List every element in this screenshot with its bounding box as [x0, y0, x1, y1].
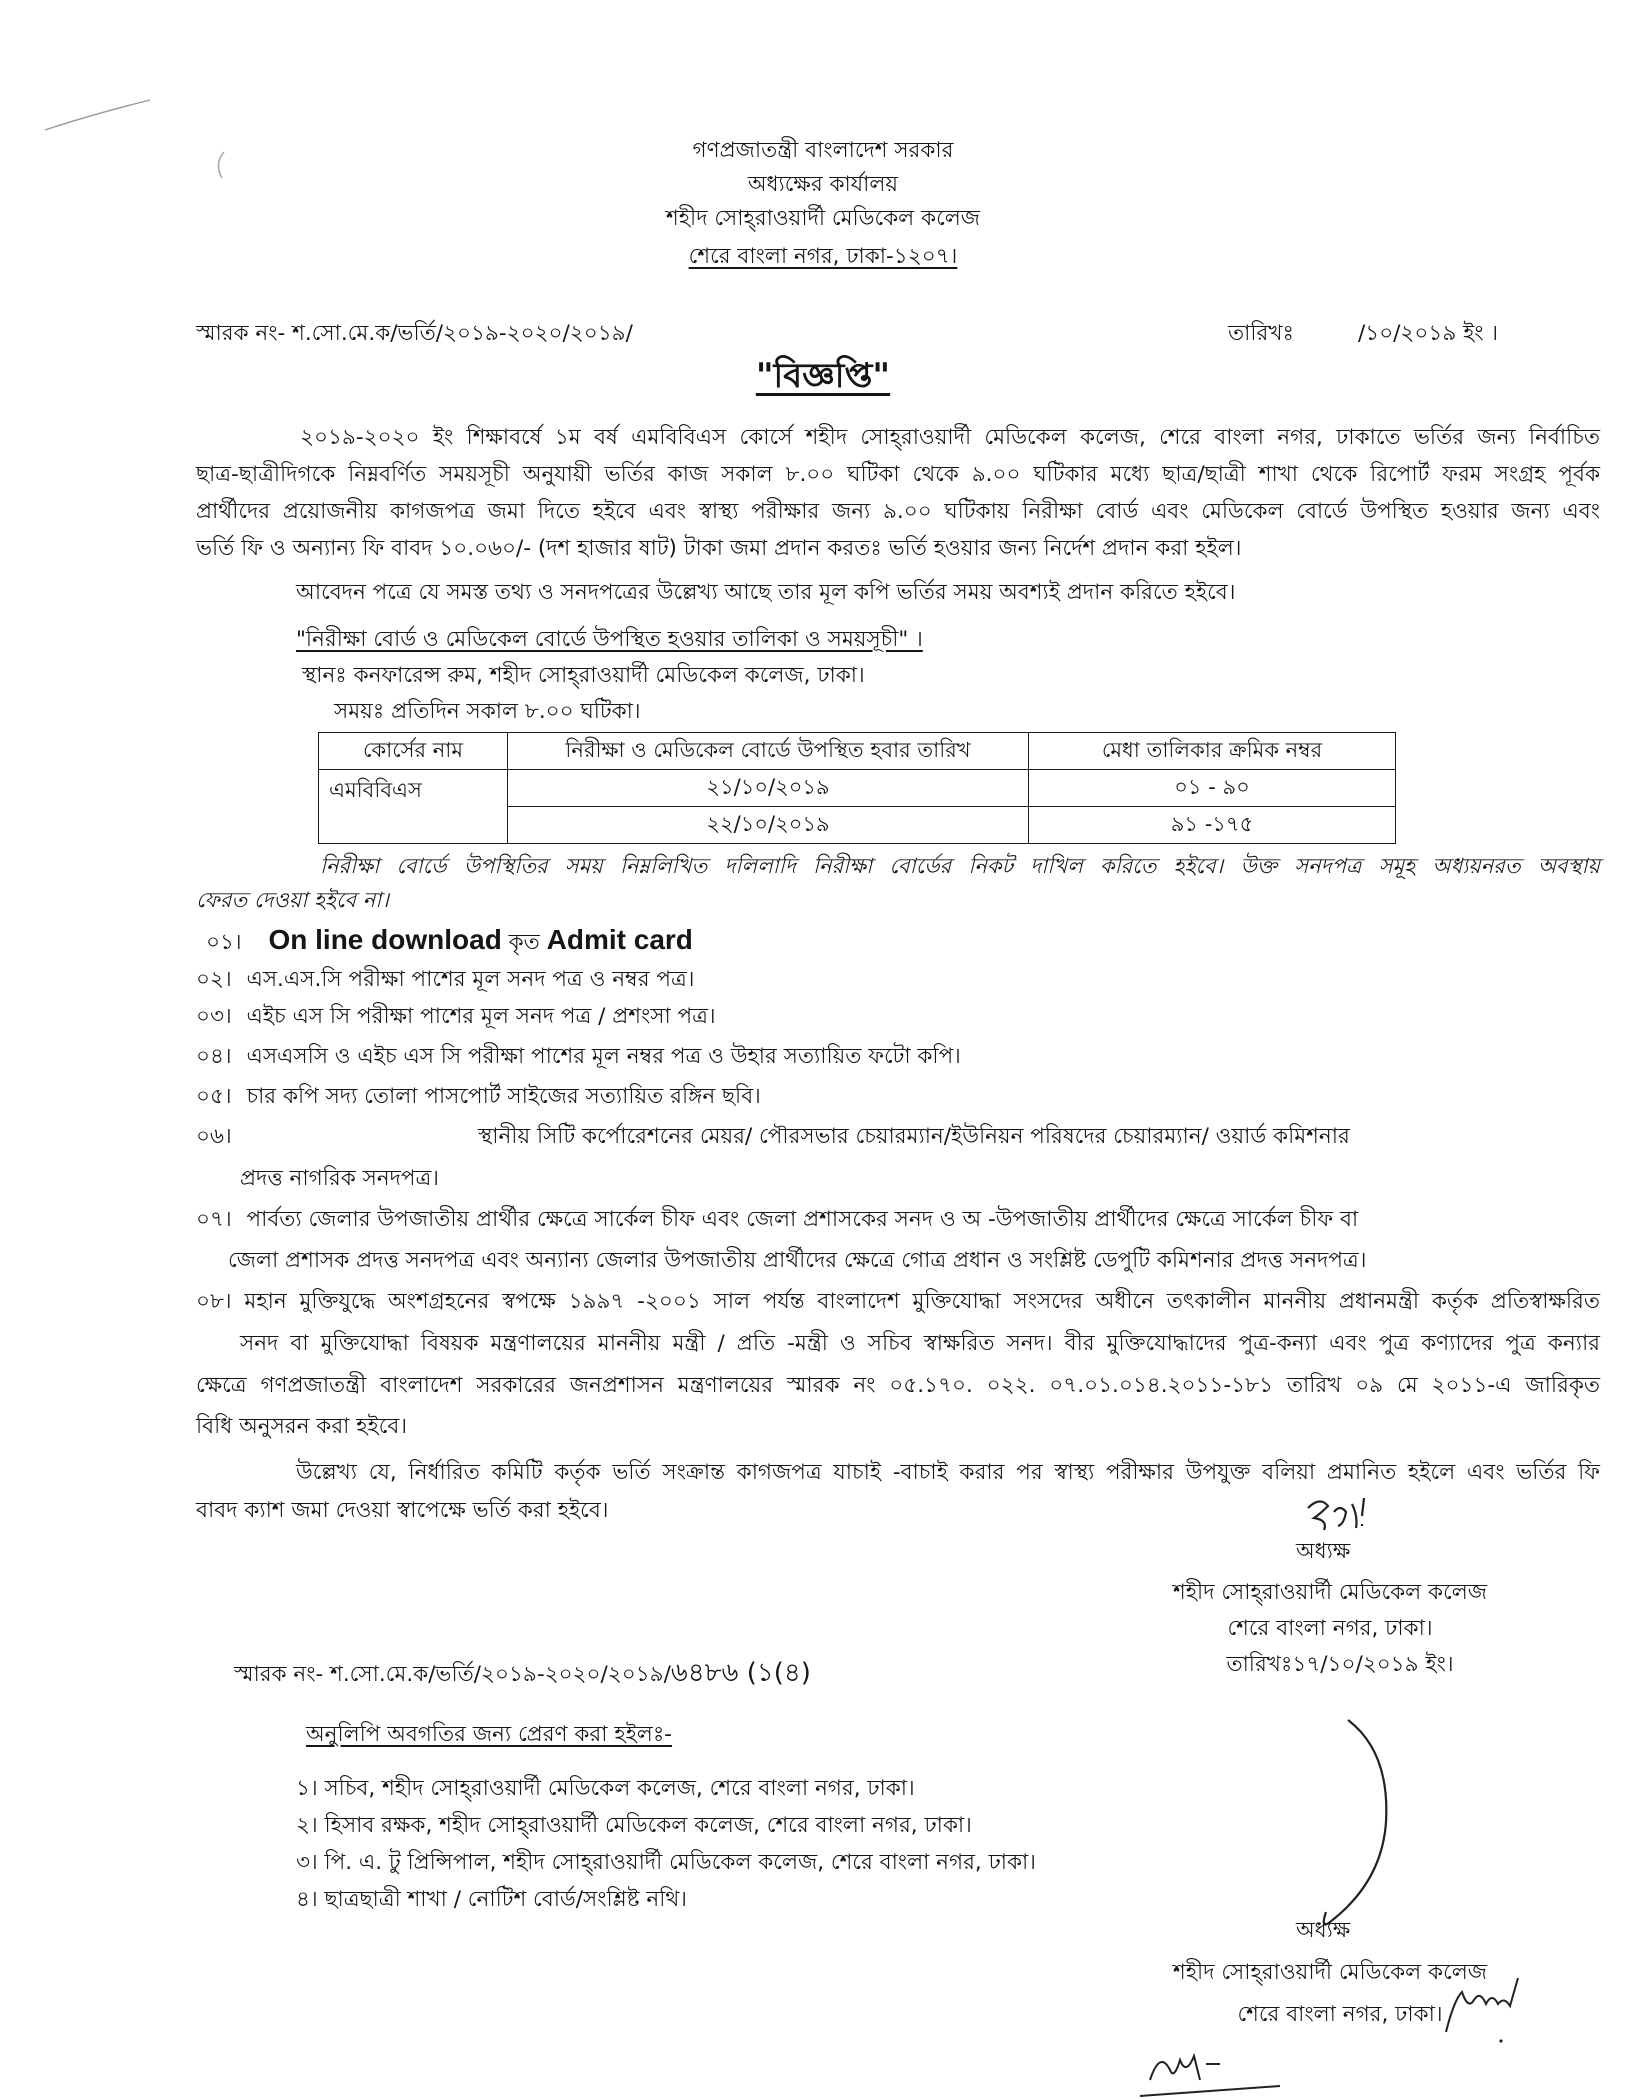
memo-number: স্মারক নং- শ.সো.মে.ক/ভর্তি/২০১৯-২০২০/২০১৯/: [196, 321, 633, 346]
handwritten-signature: [1290, 1712, 1410, 1942]
doc-item-1-part2: কৃত: [501, 930, 547, 955]
bracket-mark: [210, 148, 230, 182]
date-cell: ২১/১০/২০১৯: [508, 770, 1029, 807]
doc-item-num: ০৩।: [196, 1004, 232, 1029]
schedule-place: স্থানঃ কনফারেন্স রুম, শহীদ সোহ্‌রাওয়ার্দী মেডিকেল কলেজ, ঢাকা।: [302, 663, 865, 688]
table-header-row: [319, 733, 1396, 770]
serial-cell: ০১ - ৯০: [1029, 770, 1396, 807]
govt-name: গণপ্রজাতন্ত্রী বাংলাদেশ সরকার: [692, 138, 954, 163]
serial-cell: ৯১ -১৭৫: [1029, 807, 1396, 844]
date-cell: ২২/১০/২০১৯: [508, 807, 1029, 844]
memo2-printed: স্মারক নং- শ.সো.মে.ক/ভর্তি/২০১৯-২০২০/২০১৯/: [234, 1662, 671, 1687]
doc-item-8-line-2: সনদ বা মুক্তিযোদ্ধা বিষয়ক মন্ত্রণালয়ের মাননীয় মন্ত্রী / প্রতি -মন্ত্রী ও সচিব স্বাক্ষরিত সনদ। বীর মুক্তিযোদ্ধাদের পুত্র-কন্যা এবং পুত্র কণ্যাদের পুত্র কন্যার: [240, 1331, 1600, 1356]
doc-item-7-line-2: জেলা প্রশাসক প্রদত্ত সনদপত্র এবং অন্যান্য জেলার উপজাতীয় প্রার্থীদের ক্ষেত্রে গোত্র প্রধান ও সংশ্লিষ্ট ডেপুটি কমিশনার প্রদত্ত সনদপত্র।: [228, 1248, 1367, 1273]
doc-item-num: ০৭।: [196, 1207, 232, 1232]
board-schedule-table: [318, 732, 1396, 844]
doc-item-num: ০৮।: [196, 1289, 232, 1314]
intro-line-3: প্রার্থীদের প্রয়োজনীয় কাগজপত্র জমা দিতে হইবে এবং স্বাস্থ্য পরীক্ষার জন্য ৯.০০ ঘটিকায় নিরীক্ষা বোর্ড এবং মেডিকেল বোর্ডে উপস্থিত হওয়ার জন্য এবং: [196, 499, 1600, 524]
signer2-address: শেরে বাংলা নগর, ঢাকা।: [1237, 2002, 1443, 2027]
memo-date-label: তারিখঃ: [1228, 321, 1294, 346]
intro-line-1: ২০১৯-২০২০ ইং শিক্ষাবর্ষে ১ম বর্ষ এমবিবিএস কোর্সে শহীদ সোহ্‌রাওয়ার্দী মেডিকেল কলেজ, শেরে বাংলা নগর, ঢাকাতে ভর্তির জন্য নির্বাচিত: [300, 425, 1600, 450]
signer-college: শহীদ সোহ্‌রাওয়ার্দী মেডিকেল কলেজ: [1173, 1580, 1487, 1605]
doc-item-num: ০২।: [196, 967, 232, 992]
intro-line-2: ছাত্র-ছাত্রীদিগকে নিম্নবর্ণিত সময়সূচী অনুযায়ী ভর্তির কাজ সকাল ৮.০০ ঘটিকা থেকে ৯.০০ ঘটিকার মধ্যে ছাত্র/ছাত্রী শাখা থেকে রিপোর্ট ফরম সংগ্রহ পূর্বক: [196, 462, 1600, 487]
notice-title: "বিজ্ঞপ্তি": [755, 356, 891, 396]
doc-item-4: [196, 1040, 961, 1076]
memo-date-value: /১০/২০১৯ ইং ।: [1358, 321, 1499, 346]
copy-item-2: ২। হিসাব রক্ষক, শহীদ সোহ্‌রাওয়ার্দী মেডিকেল কলেজ, শেরে বাংলা নগর, ঢাকা।: [296, 1813, 972, 1838]
doc-item-2: [196, 963, 694, 999]
doc-item-6-line-2: প্রদত্ত নাগরিক সনদপত্র।: [240, 1166, 439, 1191]
header-date: নিরীক্ষা ও মেডিকেল বোর্ডে উপস্থিত হবার তারিখ: [508, 733, 1029, 770]
doc-item-6-num: ০৬।: [196, 1124, 232, 1149]
copy-item-1: ১। সচিব, শহীদ সোহ্‌রাওয়ার্দী মেডিকেল কলেজ, শেরে বাংলা নগর, ঢাকা।: [296, 1776, 915, 1801]
closing-line-2: বাবদ ক্যাশ জমা দেওয়া স্বাপেক্ষে ভর্তি করা হইবে।: [196, 1498, 609, 1523]
schedule-time: সময়ঃ প্রতিদিন সকাল ৮.০০ ঘটিকা।: [334, 699, 641, 724]
doc-item-5: [196, 1080, 761, 1116]
doc-item-1-part1: On line download: [268, 924, 502, 955]
memo2-number: [234, 1652, 811, 1696]
doc-item-8-line-4: বিধি অনুসরন করা হইবে।: [196, 1414, 408, 1439]
college-address: শেরে বাংলা নগর, ঢাকা-১২০৭।: [688, 244, 958, 269]
doc-item-7: [196, 1203, 1358, 1239]
doc-item-8-line-3: ক্ষেত্রে গণপ্রজাতন্ত্রী বাংলাদেশ সরকারের জনপ্রশাসন মন্ত্রণালয়ের স্মারক নং ০৫.১৭০. ০২২. ০৭.০১.০১৪.২০১১-১৮১ তারিখ ০৯ মে ২০১১-এ জারিকৃত: [196, 1373, 1600, 1398]
intro-line-4: ভর্তি ফি ও অন্যান্য ফি বাবদ ১০.০৬০/- (দশ হাজার ষাট) টাকা জমা প্রদান করতঃ ভর্তি হওয়ার জন্য নির্দেশ প্রদান করা হইল।: [196, 536, 1242, 561]
handwritten-initials-2: [1440, 1970, 1560, 2050]
handwritten-date-mark: [1130, 2040, 1290, 2099]
copies-heading: অনুলিপি অবগতির জন্য প্রেরণ করা হইলঃ-: [306, 1722, 673, 1747]
handwritten-initials: [1300, 1490, 1390, 1540]
doc-item-6-line-1: স্থানীয় সিটি কর্পোরেশনের মেয়র/ পৌরসভার চেয়ারম্যান/ইউনিয়ন পরিষদের চেয়ারম্যান/ ওয়ার্ড কমিশনার: [478, 1124, 1350, 1149]
doc-item-text: পার্বত্য জেলার উপজাতীয় প্রার্থীর ক্ষেত্রে সার্কেল চীফ এবং জেলা প্রশাসকের সনদ ও অ -উপজাতীয় প্রার্থীদের ক্ষেত্রে সার্কেল চীফ বা: [246, 1207, 1359, 1232]
doc-item-num: ০৪।: [196, 1044, 232, 1069]
doc-item-1-part3: Admit card: [546, 924, 693, 955]
copy-item-4: ৪। ছাত্রছাত্রী শাখা / নোটিশ বোর্ড/সংশ্লিষ্ট নথি।: [296, 1887, 687, 1912]
doc-item-1-num: ০১।: [206, 930, 242, 955]
doc-item-8-line-1: [196, 1285, 1600, 1321]
doc-item-text: চার কপি সদ্য তোলা পাসপোর্ট সাইজের সত্যায়িত রঙ্গিন ছবি।: [246, 1084, 761, 1109]
pen-scratch-mark: [40, 90, 160, 150]
copy-item-3: ৩। পি. এ. টু প্রিন্সিপাল, শহীদ সোহ্‌রাওয়ার্দী মেডিকেল কলেজ, শেরে বাংলা নগর, ঢাকা।: [296, 1850, 1036, 1875]
signer-address: শেরে বাংলা নগর, ঢাকা।: [1227, 1616, 1433, 1641]
office-name: অধ্যক্ষের কার্যালয়: [747, 172, 899, 197]
college-name: শহীদ সোহ্‌রাওয়ার্দী মেডিকেল কলেজ: [666, 206, 980, 231]
signer2-title: অধ্যক্ষ: [1296, 1918, 1351, 1943]
header-serial: মেধা তালিকার ক্রমিক নম্বর: [1029, 733, 1396, 770]
documents-note-line-1: নিরীক্ষা বোর্ডে উপস্থিতির সময় নিম্নলিখিত দলিলাদি নিরীক্ষা বোর্ডের নিকট দাখিল করিতে হইবে। উক্ত সনদপত্র সমূহ অধ্যয়নরত অবস্থায়: [320, 854, 1600, 878]
documents-note-line-2: ফেরত দেওয়া হইবে না।: [196, 888, 389, 912]
doc-item-num: ০৫।: [196, 1084, 232, 1109]
memo2-handwritten: ৬৪৮৬ (১(৪): [670, 1658, 811, 1688]
closing-line-1: উল্লেখ্য যে, নির্ধারিত কমিটি কর্তৃক ভর্তি সংক্রান্ত কাগজপত্র যাচাই -বাচাই করার পর স্বাস্থ্য পরীক্ষার উপযুক্ত বলিয়া প্রমানিত হইলে এবং ভর্তির ফি: [296, 1460, 1600, 1485]
application-note: আবেদন পত্রে যে সমস্ত তথ্য ও সনদপত্রের উল্লেখ্য আছে তার মূল কপি ভর্তির সময় অবশ্যই প্রদান করিতে হইবে।: [296, 580, 1236, 605]
header-course: কোর্সের নাম: [319, 733, 508, 770]
schedule-heading: "নিরীক্ষা বোর্ড ও মেডিকেল বোর্ডে উপস্থিত হওয়ার তালিকা ও সময়সূচী" ।: [296, 627, 923, 652]
doc-item-3: [196, 1000, 716, 1036]
doc-item-text: এস.এস.সি পরীক্ষা পাশের মূল সনদ পত্র ও নম্বর পত্র।: [246, 967, 695, 992]
doc-item-text: মহান মুক্তিযুদ্ধে অংশগ্রহনের স্বপক্ষে ১৯৯৭ -২০০১ সাল পর্যন্ত বাংলাদেশ মুক্তিযোদ্ধা সংসদের অধীনে তৎকালীন মাননীয় প্রধানমন্ত্রী কর্তৃক প্রতিস্বাক্ষরিত: [244, 1289, 1600, 1314]
doc-item-1: [206, 924, 693, 962]
signed-date: তারিখঃ১৭/১০/২০১৯ ইং।: [1226, 1652, 1454, 1677]
table-row: [319, 770, 1396, 807]
course-cell: এমবিবিএস: [319, 770, 508, 844]
doc-item-text: এসএসসি ও এইচ এস সি পরীক্ষা পাশের মূল নম্বর পত্র ও উহার সত্যায়িত ফটো কপি।: [246, 1044, 961, 1069]
doc-item-text: এইচ এস সি পরীক্ষা পাশের মূল সনদ পত্র / প্রশংসা পত্র।: [246, 1004, 716, 1029]
signer2-college: শহীদ সোহ্‌রাওয়ার্দী মেডিকেল কলেজ: [1173, 1960, 1487, 1985]
signer-title: অধ্যক্ষ: [1296, 1539, 1351, 1564]
